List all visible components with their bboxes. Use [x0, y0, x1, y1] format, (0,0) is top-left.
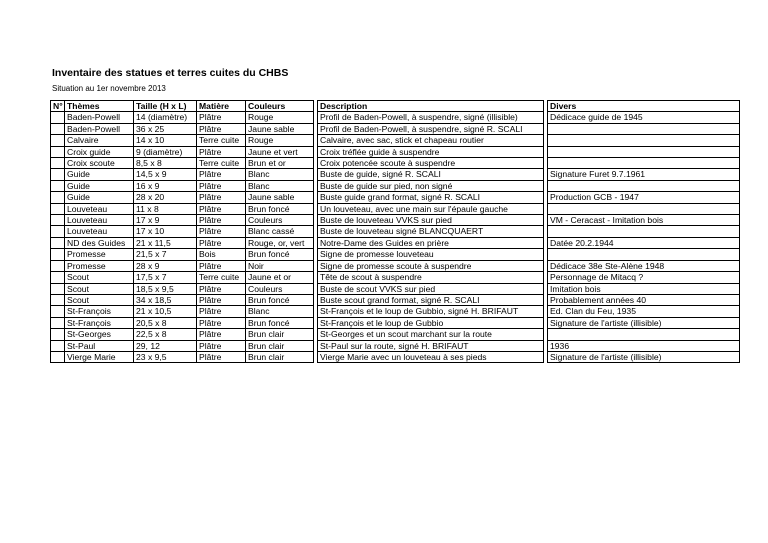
- cell-description: Signe de promesse louveteau: [318, 249, 544, 260]
- cell-misc: [548, 135, 740, 146]
- cell-theme: Scout: [65, 283, 134, 294]
- cell-colors: Rouge: [246, 135, 314, 146]
- cell-num: [51, 203, 65, 214]
- cell-material: Plâtre: [197, 123, 246, 134]
- cell-material: Plâtre: [197, 215, 246, 226]
- cell-description: St-Georges et un scout marchant sur la route: [318, 329, 544, 340]
- header-misc: Divers: [548, 101, 740, 112]
- cell-colors: Brun foncé: [246, 317, 314, 328]
- cell-misc: [548, 249, 740, 260]
- header-size: Taille (H x L): [134, 101, 197, 112]
- cell-size: 21 x 10,5: [134, 306, 197, 317]
- table-row: [51, 283, 740, 294]
- cell-theme: Louveteau: [65, 203, 134, 214]
- cell-description: Calvaire, avec sac, stick et chapeau routier: [318, 135, 544, 146]
- cell-material: Plâtre: [197, 226, 246, 237]
- cell-misc: Ed. Clan du Feu, 1935: [548, 306, 740, 317]
- cell-theme: Calvaire: [65, 135, 134, 146]
- cell-colors: Rouge, or, vert: [246, 237, 314, 248]
- cell-theme: Baden-Powell: [65, 112, 134, 123]
- cell-size: 22,5 x 8: [134, 329, 197, 340]
- cell-material: Plâtre: [197, 203, 246, 214]
- cell-colors: Rouge: [246, 112, 314, 123]
- cell-description: Buste de scout VVKS sur pied: [318, 283, 544, 294]
- cell-size: 8,5 x 8: [134, 158, 197, 169]
- cell-num: [51, 123, 65, 134]
- cell-num: [51, 226, 65, 237]
- table-row: [51, 226, 740, 237]
- cell-num: [51, 158, 65, 169]
- cell-size: 23 x 9,5: [134, 351, 197, 362]
- cell-theme: Croix scoute: [65, 158, 134, 169]
- cell-theme: Scout: [65, 294, 134, 305]
- table-row: [51, 294, 740, 305]
- table-row: [51, 317, 740, 328]
- cell-material: Plâtre: [197, 180, 246, 191]
- inventory-table: [50, 100, 740, 363]
- cell-material: Plâtre: [197, 192, 246, 203]
- cell-description: St-François et le loup de Gubbio, signé H. BRIFAUT: [318, 306, 544, 317]
- cell-misc: [548, 203, 740, 214]
- cell-misc: Personnage de Mitacq ?: [548, 272, 740, 283]
- cell-num: [51, 294, 65, 305]
- cell-misc: Datée 20.2.1944: [548, 237, 740, 248]
- cell-description: Notre-Dame des Guides en prière: [318, 237, 544, 248]
- table-row: [51, 192, 740, 203]
- cell-material: Plâtre: [197, 146, 246, 157]
- table-row: [51, 215, 740, 226]
- cell-theme: ND des Guides: [65, 237, 134, 248]
- cell-colors: Jaune et or: [246, 272, 314, 283]
- cell-material: Terre cuite: [197, 158, 246, 169]
- table-row: [51, 272, 740, 283]
- cell-material: Plâtre: [197, 306, 246, 317]
- cell-theme: St-Georges: [65, 329, 134, 340]
- cell-size: 11 x 8: [134, 203, 197, 214]
- cell-colors: Blanc: [246, 306, 314, 317]
- cell-description: Vierge Marie avec un louveteau à ses pieds: [318, 351, 544, 362]
- cell-misc: Dédicace 38e Ste-Alène 1948: [548, 260, 740, 271]
- cell-size: 29, 12: [134, 340, 197, 351]
- cell-num: [51, 237, 65, 248]
- cell-misc: [548, 226, 740, 237]
- cell-num: [51, 249, 65, 260]
- cell-misc: VM - Ceracast - Imitation bois: [548, 215, 740, 226]
- cell-num: [51, 215, 65, 226]
- cell-colors: Blanc cassé: [246, 226, 314, 237]
- table-row: [51, 203, 740, 214]
- cell-material: Plâtre: [197, 329, 246, 340]
- table-header-row: [51, 101, 740, 112]
- cell-colors: Blanc: [246, 169, 314, 180]
- cell-material: Plâtre: [197, 340, 246, 351]
- table-row: [51, 329, 740, 340]
- cell-num: [51, 169, 65, 180]
- cell-theme: Scout: [65, 272, 134, 283]
- cell-theme: Croix guide: [65, 146, 134, 157]
- cell-misc: [548, 123, 740, 134]
- cell-size: 14 (diamètre): [134, 112, 197, 123]
- cell-misc: Probablement années 40: [548, 294, 740, 305]
- cell-material: Terre cuite: [197, 135, 246, 146]
- cell-description: Signe de promesse scoute à suspendre: [318, 260, 544, 271]
- cell-material: Plâtre: [197, 260, 246, 271]
- page-subtitle: Situation au 1er novembre 2013: [52, 84, 166, 93]
- cell-colors: Jaune et vert: [246, 146, 314, 157]
- cell-description: Croix tréflée guide à suspendre: [318, 146, 544, 157]
- cell-misc: Imitation bois: [548, 283, 740, 294]
- cell-num: [51, 135, 65, 146]
- cell-misc: 1936: [548, 340, 740, 351]
- cell-theme: Guide: [65, 169, 134, 180]
- table-row: [51, 260, 740, 271]
- table-row: [51, 249, 740, 260]
- header-theme: Thèmes: [65, 101, 134, 112]
- cell-colors: Brun clair: [246, 351, 314, 362]
- cell-description: St-Paul sur la route, signé H. BRIFAUT: [318, 340, 544, 351]
- cell-colors: Jaune sable: [246, 123, 314, 134]
- cell-size: 21 x 11,5: [134, 237, 197, 248]
- cell-material: Plâtre: [197, 169, 246, 180]
- table-row: [51, 306, 740, 317]
- cell-description: Buste de guide sur pied, non signé: [318, 180, 544, 191]
- cell-description: Un louveteau, avec une main sur l'épaule gauche: [318, 203, 544, 214]
- cell-num: [51, 329, 65, 340]
- cell-misc: Signature Furet 9.7.1961: [548, 169, 740, 180]
- cell-material: Plâtre: [197, 283, 246, 294]
- page-title: Inventaire des statues et terres cuites du CHBS: [52, 67, 289, 79]
- header-colors: Couleurs: [246, 101, 314, 112]
- cell-size: 34 x 18,5: [134, 294, 197, 305]
- cell-size: 36 x 25: [134, 123, 197, 134]
- cell-colors: Blanc: [246, 180, 314, 191]
- table-row: [51, 135, 740, 146]
- cell-num: [51, 340, 65, 351]
- cell-theme: Guide: [65, 192, 134, 203]
- cell-material: Plâtre: [197, 351, 246, 362]
- cell-size: 16 x 9: [134, 180, 197, 191]
- cell-colors: Brun clair: [246, 329, 314, 340]
- cell-colors: Brun foncé: [246, 203, 314, 214]
- cell-theme: Promesse: [65, 249, 134, 260]
- cell-size: 20,5 x 8: [134, 317, 197, 328]
- cell-size: 18,5 x 9,5: [134, 283, 197, 294]
- cell-size: 9 (diamètre): [134, 146, 197, 157]
- table-row: [51, 180, 740, 191]
- cell-colors: Couleurs: [246, 215, 314, 226]
- cell-description: Buste guide grand format, signé R. SCALI: [318, 192, 544, 203]
- cell-size: 17 x 10: [134, 226, 197, 237]
- cell-colors: Jaune sable: [246, 192, 314, 203]
- cell-colors: Brun foncé: [246, 294, 314, 305]
- cell-material: Plâtre: [197, 112, 246, 123]
- cell-misc: Dédicace guide de 1945: [548, 112, 740, 123]
- cell-misc: [548, 158, 740, 169]
- cell-theme: Louveteau: [65, 215, 134, 226]
- cell-description: Buste scout grand format, signé R. SCALI: [318, 294, 544, 305]
- cell-misc: [548, 329, 740, 340]
- cell-material: Plâtre: [197, 294, 246, 305]
- header-num: N°: [51, 101, 65, 112]
- cell-size: 28 x 9: [134, 260, 197, 271]
- cell-description: Profil de Baden-Powell, à suspendre, signé (illisible): [318, 112, 544, 123]
- cell-theme: Vierge Marie: [65, 351, 134, 362]
- cell-description: St-François et le loup de Gubbio: [318, 317, 544, 328]
- cell-description: Buste de louveteau signé BLANCQUAERT: [318, 226, 544, 237]
- cell-misc: Production GCB - 1947: [548, 192, 740, 203]
- cell-num: [51, 283, 65, 294]
- cell-theme: Guide: [65, 180, 134, 191]
- cell-theme: St-François: [65, 306, 134, 317]
- table-row: [51, 158, 740, 169]
- cell-description: Buste de guide, signé R. SCALI: [318, 169, 544, 180]
- cell-description: Tête de scout à suspendre: [318, 272, 544, 283]
- cell-material: Plâtre: [197, 317, 246, 328]
- cell-num: [51, 180, 65, 191]
- cell-theme: Promesse: [65, 260, 134, 271]
- cell-size: 17,5 x 7: [134, 272, 197, 283]
- cell-size: 28 x 20: [134, 192, 197, 203]
- cell-material: Terre cuite: [197, 272, 246, 283]
- table-row: [51, 123, 740, 134]
- header-description: Description: [318, 101, 544, 112]
- table-row: [51, 340, 740, 351]
- cell-colors: Brun clair: [246, 340, 314, 351]
- cell-misc: Signature de l'artiste (illisible): [548, 317, 740, 328]
- cell-theme: St-François: [65, 317, 134, 328]
- cell-size: 14 x 10: [134, 135, 197, 146]
- cell-description: Buste de louveteau VVKS sur pied: [318, 215, 544, 226]
- cell-num: [51, 260, 65, 271]
- cell-num: [51, 306, 65, 317]
- cell-size: 14,5 x 9: [134, 169, 197, 180]
- cell-colors: Brun et or: [246, 158, 314, 169]
- cell-description: Croix potencée scoute à suspendre: [318, 158, 544, 169]
- cell-num: [51, 192, 65, 203]
- cell-description: Profil de Baden-Powell, à suspendre, signé R. SCALI: [318, 123, 544, 134]
- cell-misc: Signature de l'artiste (illisible): [548, 351, 740, 362]
- cell-theme: Baden-Powell: [65, 123, 134, 134]
- cell-colors: Couleurs: [246, 283, 314, 294]
- cell-colors: Brun foncé: [246, 249, 314, 260]
- table-row: [51, 237, 740, 248]
- table-row: [51, 112, 740, 123]
- cell-material: Plâtre: [197, 237, 246, 248]
- table-row: [51, 146, 740, 157]
- cell-misc: [548, 146, 740, 157]
- cell-num: [51, 272, 65, 283]
- cell-theme: Louveteau: [65, 226, 134, 237]
- table-row: [51, 169, 740, 180]
- cell-num: [51, 351, 65, 362]
- cell-num: [51, 317, 65, 328]
- cell-colors: Noir: [246, 260, 314, 271]
- cell-misc: [548, 180, 740, 191]
- cell-size: 17 x 9: [134, 215, 197, 226]
- cell-num: [51, 112, 65, 123]
- header-material: Matière: [197, 101, 246, 112]
- cell-num: [51, 146, 65, 157]
- cell-material: Bois: [197, 249, 246, 260]
- cell-theme: St-Paul: [65, 340, 134, 351]
- table-row: [51, 351, 740, 362]
- cell-size: 21,5 x 7: [134, 249, 197, 260]
